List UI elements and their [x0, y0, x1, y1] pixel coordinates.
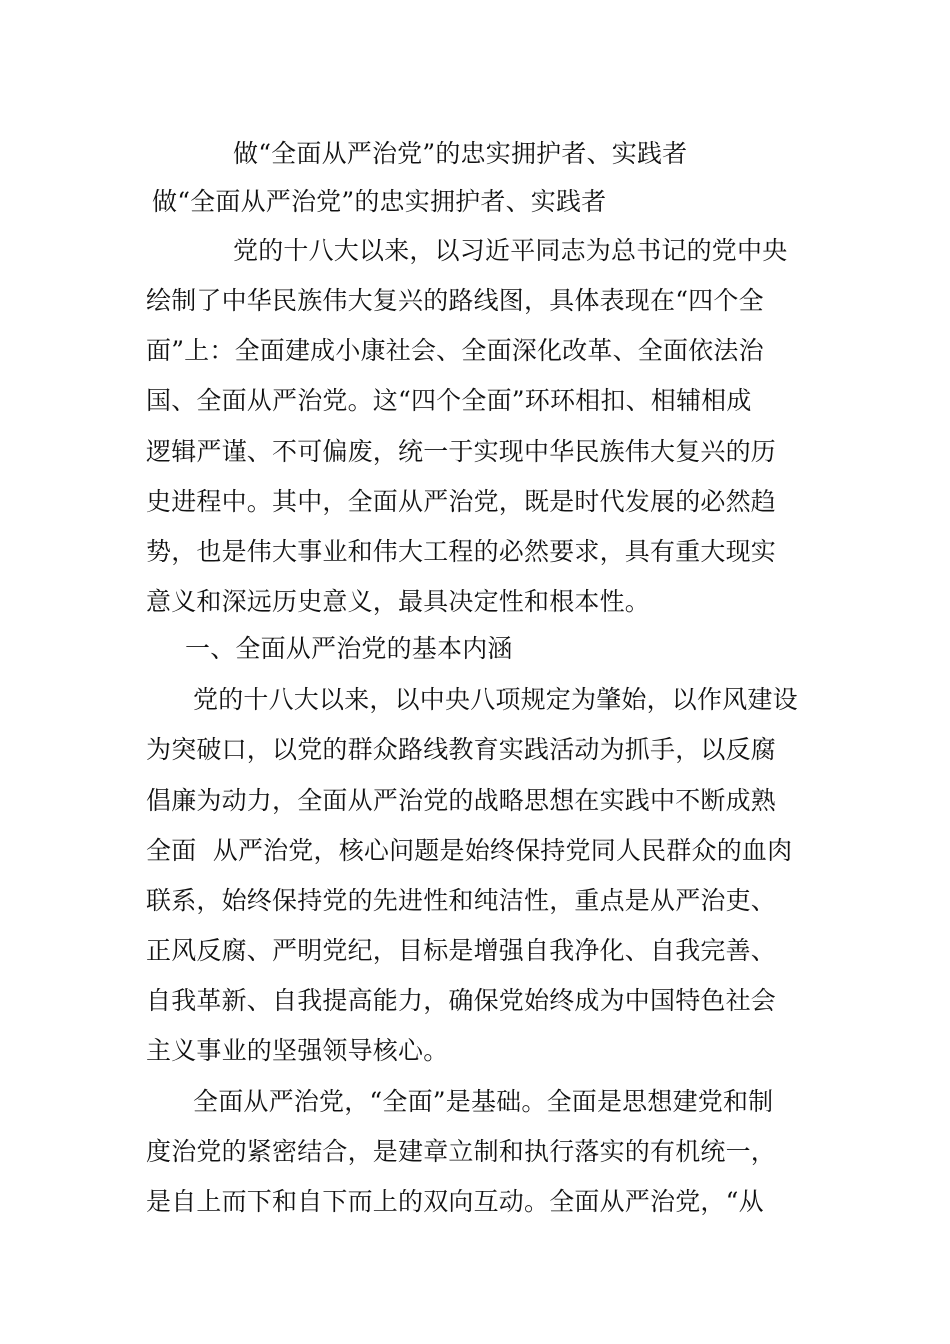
paragraph-line: 倡廉为动力，全面从严治党的战略思想在实践中不断成熟	[146, 786, 777, 815]
paragraph-line: 全面从严治党，“全面”是基础。全面是思想建党和制	[193, 1087, 774, 1116]
paragraph-line: 面”上：全面建成小康社会、全面深化改革、全面依法治	[146, 336, 764, 365]
section-heading: 一、全面从严治党的基本内涵	[185, 634, 513, 663]
document-title: 做“全面从严治党”的忠实拥护者、实践者	[233, 139, 688, 168]
paragraph-line: 绘制了中华民族伟大复兴的路线图，具体表现在“四个全	[146, 286, 764, 315]
paragraph-line: 正风反腐、严明党纪，目标是增强自我净化、自我完善、	[146, 936, 777, 965]
paragraph-line: 党的十八大以来，以习近平同志为总书记的党中央	[233, 236, 788, 265]
paragraph-line: 党的十八大以来，以中央八项规定为肇始，以作风建设	[193, 685, 798, 714]
document-title-repeat: 做“全面从严治党”的忠实拥护者、实践者	[152, 187, 607, 216]
paragraph-line: 度治党的紧密结合，是建章立制和执行落实的有机统一，	[146, 1137, 777, 1166]
paragraph-line: 为突破口，以党的群众路线教育实践活动为抓手，以反腐	[146, 735, 777, 764]
paragraph-line: 联系，始终保持党的先进性和纯洁性，重点是从严治吏、	[146, 886, 777, 915]
paragraph-line: 自我革新、自我提高能力，确保党始终成为中国特色社会	[146, 986, 777, 1015]
paragraph-line: 全面 从严治党，核心问题是始终保持党同人民群众的血肉	[146, 836, 793, 865]
paragraph-line: 主义事业的坚强领导核心。	[146, 1036, 449, 1065]
paragraph-line: 国、全面从严治党。这“四个全面”环环相扣、相辅相成	[146, 386, 752, 415]
paragraph-line: 势，也是伟大事业和伟大工程的必然要求，具有重大现实	[146, 537, 777, 566]
paragraph-line: 是自上而下和自下而上的双向互动。全面从严治党，“从	[146, 1187, 764, 1216]
paragraph-line: 意义和深远历史意义，最具决定性和根本性。	[146, 587, 651, 616]
paragraph-line: 史进程中。其中，全面从严治党，既是时代发展的必然趋	[146, 487, 777, 516]
paragraph-line: 逻辑严谨、不可偏废，统一于实现中华民族伟大复兴的历	[146, 437, 777, 466]
